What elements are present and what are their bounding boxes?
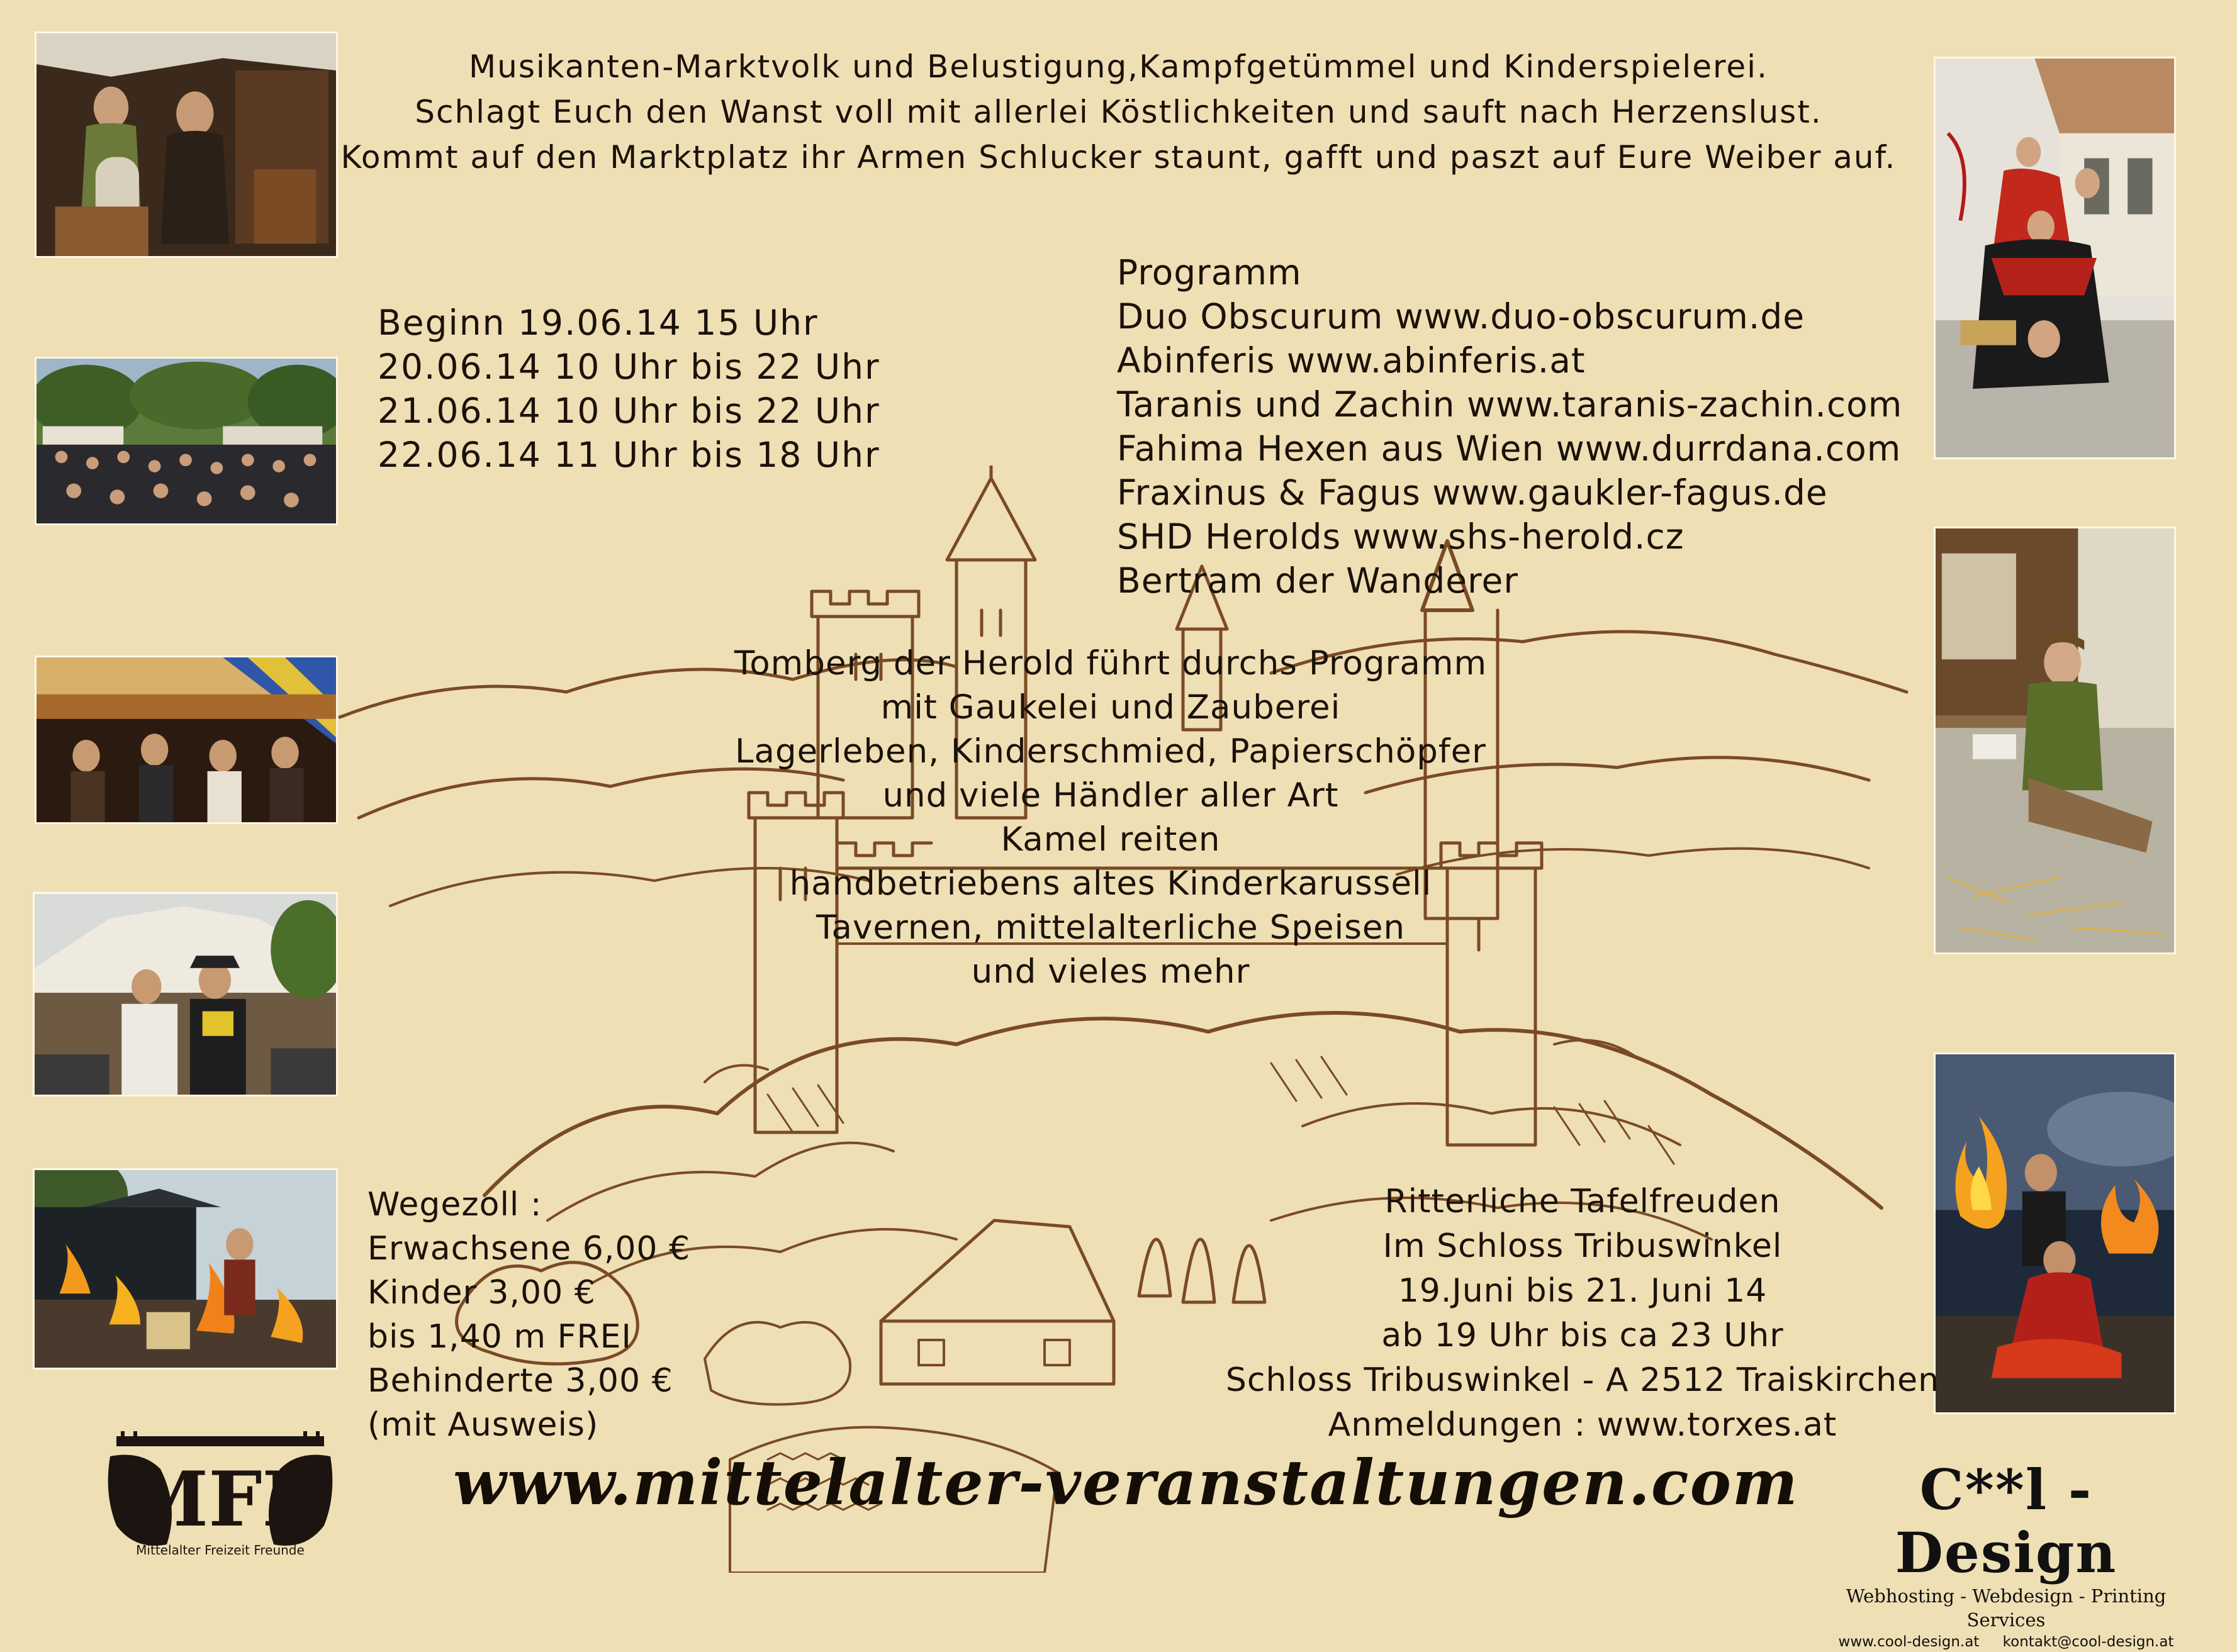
photo-wanderer-sitting [1934,527,2176,954]
cool-design-branding [1811,1458,2201,1652]
fee-line: bis 1,40 m FREI [367,1318,632,1356]
dinner-line: Anmeldungen : www.torxes.at [1328,1406,1837,1444]
attraction-line: und vieles mehr [971,952,1250,991]
attraction-line: und viele Händler aller Art [882,776,1339,815]
logo-mark: MFF [125,1455,316,1544]
opening-time: Beginn 19.06.14 15 Uhr [378,303,819,343]
fee-line: Erwachsene 6,00 € [367,1230,691,1268]
photo-band-stage [35,656,338,824]
attraction-line: Lagerleben, Kinderschmied, Papierschöpfer [735,732,1486,771]
program-item: Abinferis www.abinferis.at [1117,340,1586,381]
photo-crowd [35,357,338,525]
brand-name: C**l - Design [1895,1457,2117,1585]
attractions-text [686,642,1535,994]
program-item: Taranis und Zachin www.taranis-zachin.com [1117,384,1903,425]
dinner-line: Ritterliche Tafelfreuden [1384,1183,1781,1220]
opening-time: 20.06.14 10 Uhr bis 22 Uhr [378,347,880,387]
attraction-line: Tomberg der Herold führt durchs Programm [734,644,1488,683]
opening-time: 21.06.14 10 Uhr bis 22 Uhr [378,391,880,431]
website-url[interactable]: www.mittelalter-veranstaltungen.com [453,1447,1799,1519]
program-list [1117,250,1902,603]
brand-tagline: Webhosting - Webdesign - Printing Services [1846,1585,2167,1631]
photo-jesters-tent [33,892,338,1097]
fee-line: Wegezoll : [367,1186,542,1224]
program-item: Fraxinus & Fagus www.gaukler-fagus.de [1117,472,1828,513]
brand-contact[interactable]: www.cool-design.at kontakt@cool-design.at [1838,1634,2174,1650]
program-item: Duo Obscurum www.duo-obscurum.de [1117,296,1805,337]
intro-line: Kommt auf den Marktplatz ihr Armen Schlucker staunt, gafft und paszt auf Eure Weiber auf. [340,139,1897,176]
mff-logo [98,1431,343,1560]
attraction-line: Tavernen, mittelalterliche Speisen [816,908,1406,947]
dinner-line: Schloss Tribuswinkel - A 2512 Traiskirchen [1225,1361,1940,1399]
logo-caption: Mittelalter Freizeit Freunde [136,1543,305,1558]
opening-time: 22.06.14 11 Uhr bis 18 Uhr [378,435,880,475]
program-item: SHD Herolds www.shs-herold.cz [1117,516,1685,557]
intro-line: Musikanten-Marktvolk und Belustigung,Kampfgetümmel und Kinderspielerei. [469,48,1768,85]
dinner-line: Im Schloss Tribuswinkel [1382,1227,1783,1265]
photo-fire-artists-night [1934,1052,2176,1414]
program-item: Bertram der Wanderer [1117,561,1518,601]
dinner-line: 19.Juni bis 21. Juni 14 [1398,1272,1768,1310]
attraction-line: handbetriebens altes Kinderkarussell [789,864,1432,903]
intro-line: Schlagt Euch den Wanst voll mit allerlei Köstlichkeiten und sauft nach Herzenslust. [415,94,1822,130]
fee-line: Behinderte 3,00 € [367,1362,673,1400]
intro-text [0,44,2237,180]
attraction-line: mit Gaukelei und Zauberei [880,688,1341,727]
knights-dinner-info [1221,1180,1944,1448]
photo-fire-show [33,1168,338,1370]
opening-times [378,301,880,477]
dinner-line: ab 19 Uhr bis ca 23 Uhr [1381,1317,1784,1354]
attraction-line: Kamel reiten [1001,820,1221,859]
fee-line: Kinder 3,00 € [367,1274,596,1312]
admission-fees [367,1183,690,1447]
program-item: Fahima Hexen aus Wien www.durrdana.com [1117,428,1902,469]
fee-line: (mit Ausweis) [367,1406,599,1444]
program-title: Programm [1117,252,1302,293]
